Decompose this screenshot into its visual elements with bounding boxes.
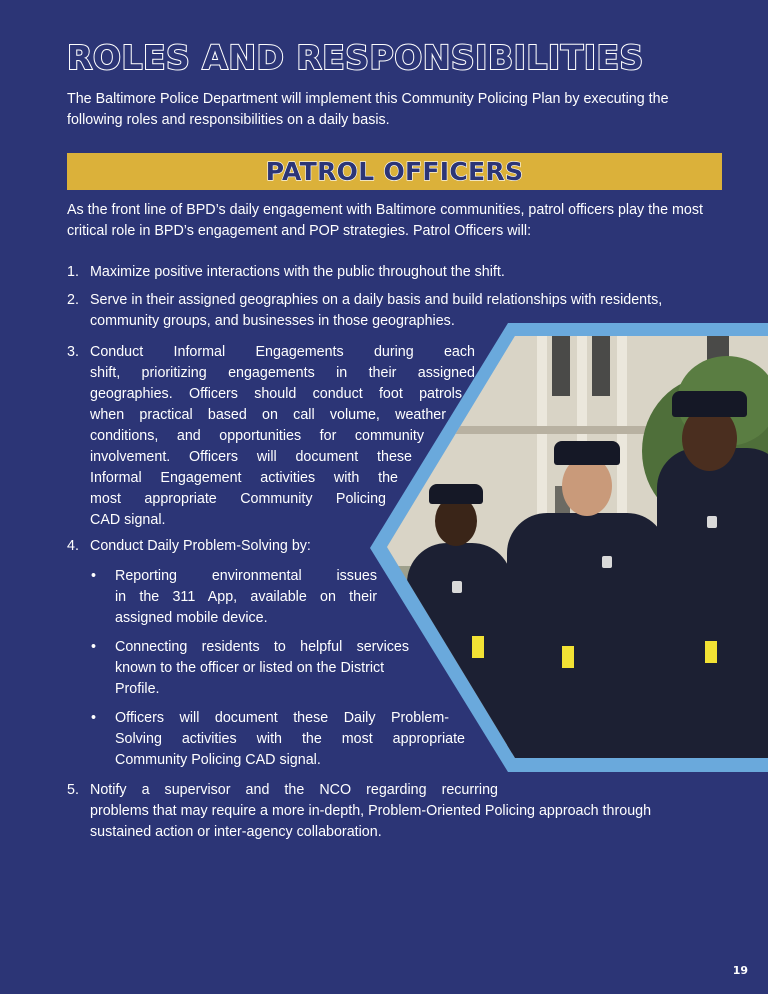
list-item-line: involvement. Officers will document these: [90, 449, 412, 465]
list-item-text: Serve in their assigned geographies on a daily basis and build relationships with residents, community groups, and businesses in those geographies.: [90, 292, 663, 329]
bullet-line: known to the officer or listed on the District: [115, 660, 385, 676]
list-item-text: Maximize positive interactions with the public throughout the shift.: [90, 264, 505, 280]
bullet-line: Reporting environmental issues: [115, 568, 377, 584]
bullet-line: Connecting residents to helpful services: [115, 639, 409, 655]
page-number: 19: [732, 964, 748, 977]
list-item-line: geographies. Officers should conduct foot patrols: [90, 386, 462, 402]
intro-paragraph: The Baltimore Police Department will implement this Community Policing Plan by executing the following roles and responsibilities on a daily basis.: [67, 91, 669, 128]
list-item: [67, 262, 727, 283]
bullet-line: assigned mobile device.: [115, 610, 268, 626]
list-item-line: sustained action or inter-agency collaboration.: [90, 824, 382, 840]
lead-paragraph: As the front line of BPD’s daily engagement with Baltimore communities, patrol officers play the most critical role in BPD’s engagement and POP strategies. Patrol Officers will:: [67, 202, 703, 239]
bullet-item: [91, 566, 377, 629]
bullet-line: Profile.: [115, 681, 160, 697]
list-item-line: Informal Engagement activities with the: [90, 470, 398, 486]
list-number: 1.: [67, 264, 79, 280]
list-item-line: Conduct Informal Engagements during each: [90, 344, 475, 360]
list-item: [67, 780, 732, 843]
list-number: 3.: [67, 344, 79, 360]
list-number: 5.: [67, 782, 79, 798]
bullet-line: Officers will document these Daily Problem-: [115, 710, 449, 726]
list-item-line: conditions, and opportunities for community: [90, 428, 424, 444]
bullet-line: Solving activities with the most appropriate: [115, 731, 465, 747]
bullet-icon: •: [91, 639, 97, 655]
bullet-item: [91, 708, 465, 771]
list-item: [67, 536, 467, 557]
list-item-line: shift, prioritizing engagements in their assigned: [90, 365, 475, 381]
bullet-line: in the 311 App, available on their: [115, 589, 377, 605]
list-number: 2.: [67, 292, 79, 308]
bullet-icon: •: [91, 568, 97, 584]
list-item: [67, 342, 475, 531]
bullet-line: Community Policing CAD signal.: [115, 752, 321, 768]
list-number: 4.: [67, 538, 79, 554]
list-item-line: CAD signal.: [90, 512, 166, 528]
section-banner: [67, 153, 722, 190]
list-item-text: Conduct Daily Problem-Solving by:: [90, 538, 311, 554]
list-item-line: Notify a supervisor and the NCO regarding recurring: [90, 782, 498, 798]
bullet-item: [91, 637, 409, 700]
page-title: ROLES AND RESPONSIBILITIES: [67, 38, 644, 77]
list-item-line: most appropriate Community Policing: [90, 491, 386, 507]
section-title: PATROL OFFICERS: [265, 157, 524, 186]
list-item-line: when practical based on call volume, weather: [90, 407, 446, 423]
list-item-line: problems that may require a more in-depth, Problem-Oriented Policing approach through: [90, 803, 652, 819]
bullet-icon: •: [91, 710, 97, 726]
